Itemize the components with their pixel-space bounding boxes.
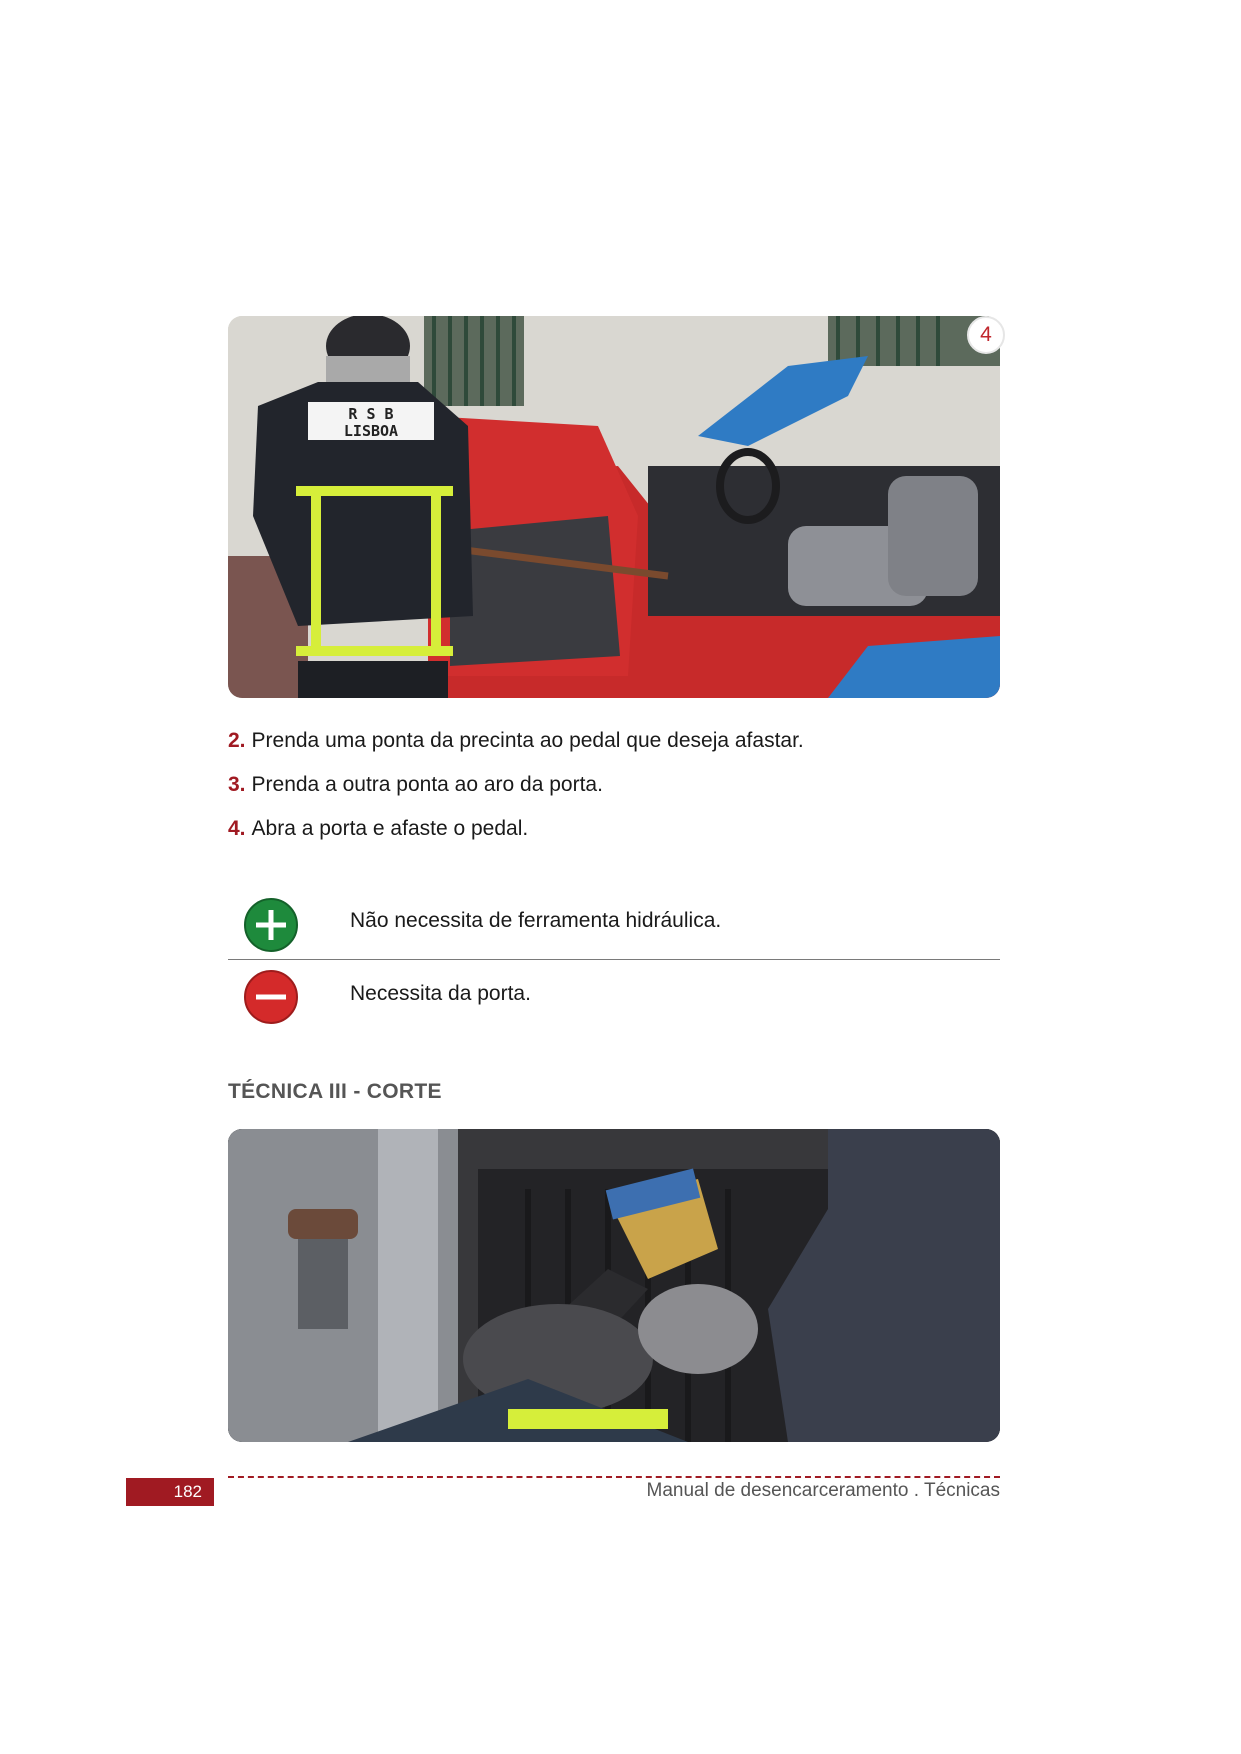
step-item bbox=[228, 770, 1008, 800]
con-text: Necessita da porta. bbox=[350, 982, 531, 1005]
pro-row bbox=[228, 893, 1000, 960]
page-number: 182 bbox=[126, 1478, 214, 1506]
con-row bbox=[228, 960, 1000, 1026]
photo-firefighter-door-illustration bbox=[228, 316, 1000, 698]
step-item bbox=[228, 726, 1008, 756]
step-text: Prenda uma ponta da precinta ao pedal que deseja afastar. bbox=[251, 729, 804, 752]
step-item bbox=[228, 814, 1008, 844]
step-number: 2. bbox=[228, 729, 246, 752]
footer-title: Manual de desencarceramento . Técnicas bbox=[646, 1480, 1000, 1501]
photo-cutting-tool bbox=[228, 1129, 1000, 1442]
step-number: 4. bbox=[228, 817, 246, 840]
minus-icon bbox=[244, 970, 298, 1024]
photo-firefighter-door bbox=[228, 316, 1000, 698]
pro-text: Não necessita de ferramenta hidráulica. bbox=[350, 909, 722, 932]
step-text: Prenda a outra ponta ao aro da porta. bbox=[251, 773, 603, 796]
steps-list bbox=[228, 726, 1008, 858]
pros-cons-table bbox=[228, 893, 1000, 1026]
step-text: Abra a porta e afaste o pedal. bbox=[251, 817, 529, 840]
plus-icon bbox=[244, 898, 298, 952]
jacket-text-lisboa: LISBOA bbox=[343, 422, 399, 440]
footer-divider bbox=[228, 1476, 1000, 1478]
step-number: 3. bbox=[228, 773, 246, 796]
photo-cutting-tool-illustration bbox=[228, 1129, 1000, 1442]
photo-step-badge: 4 bbox=[967, 316, 1005, 354]
jacket-text-rsb: R S B bbox=[348, 405, 394, 423]
section-title: TÉCNICA III - CORTE bbox=[228, 1080, 442, 1103]
